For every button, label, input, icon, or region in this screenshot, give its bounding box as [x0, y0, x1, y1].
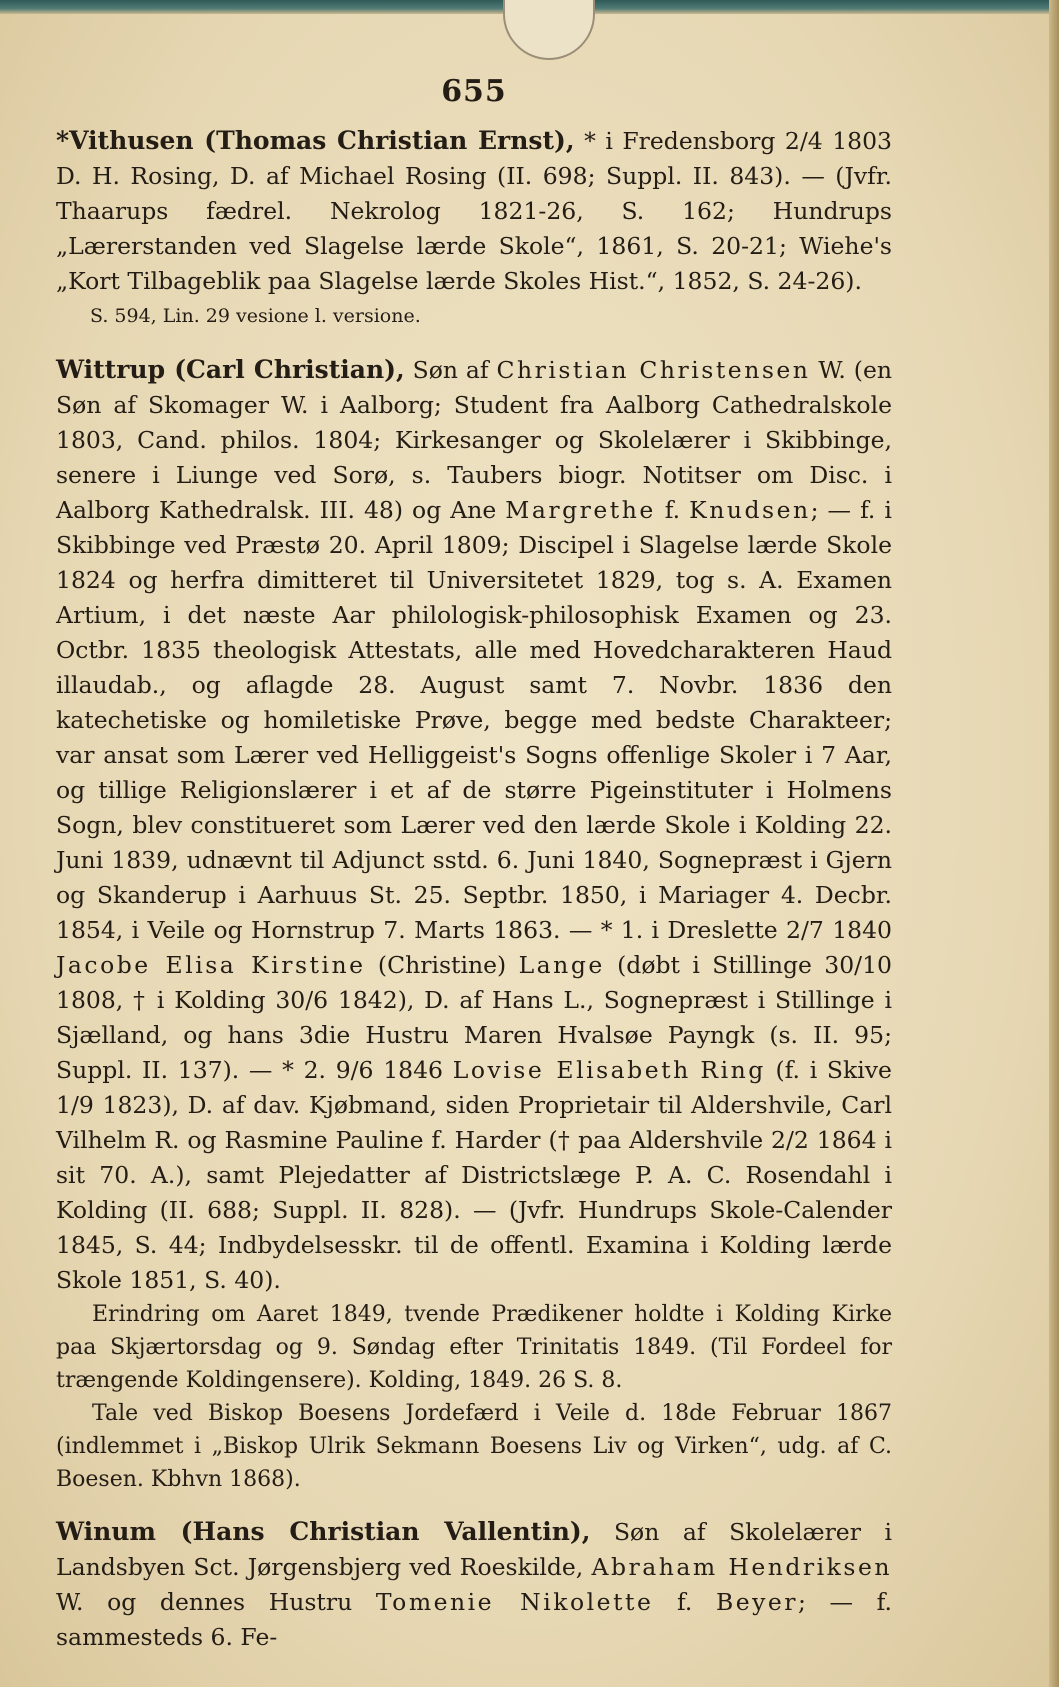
bibliography-item: Erindring om Aaret 1849, tvende Prædikener holdte i Kolding Kirke paa Skjærtorsdag og 9. Søndag efter Trinitatis 1849. (Til Fordeel for trængende Koldingensere). Kolding, 1849. 26 S. 8. [56, 1302, 892, 1393]
page-content [56, 70, 892, 1673]
entry-headword: Winum (Hans Christian Vallentin), [56, 1517, 591, 1546]
entry-vithusen [56, 123, 892, 334]
erratum-note: S. 594, Lin. 29 vesione l. versione. [90, 305, 421, 327]
entry-text: f. [676, 1588, 693, 1616]
entry-text: ; — f. i Skibbinge ved Præstø 20. April 1809; Discipel i Slagelse lærde Skole 1824 og herfra dimitteret til Universitetet 1829, tog s. A. Examen Artium, i det næste Aar philologisk-philosophisk Examen og 23. Octbr. 1835 theologisk Attestats, alle med Hovedcharakteren Haud illaudab., og aflagde 28. August samt 7. Novbr. 1836 den katechetiske og homiletiske Prøve, begge med bedste Charakteer; var ansat som Lærer ved Helliggeist's Sogns offenlige Skoler i 7 Aar, og tillige Religionslærer i et af de større Pigeinstituter i Holmens Sogn, blev constitueret som Lærer ved den lærde Skole i Kolding 22. Juni 1839, udnævnt til Adjunct sstd. 6. Juni 1840, Sognepræst i Gjern og Skanderup i Aarhuus St. 25. Septbr. 1850, i Mariager 4. Decbr. 1854, i Veile og Hornstrup 7. Marts 1863. — * 1. i Dreslette 2/7 1840 [56, 496, 892, 944]
father-name: Abraham Hendriksen [591, 1553, 892, 1581]
first-wife-name: Jacobe Elisa Kirstine [56, 951, 366, 979]
entry-text: (f. i Skive 1/9 1823), D. af dav. Kjøbmand, siden Proprietair til Aldershvile, Carl Vilhelm R. og Rasmine Pauline f. Harder († paa Aldershvile 2/2 1864 i sit 70. A.), samt Plejedatter af Districtslæge P. A. C. Rosendahl i Kolding (II. 688; Suppl. II. 828). — (Jvfr. Hundrups Skole-Calender 1845, S. 44; Indbydelsesskr. til de offentl. Examina i Kolding lærde Skole 1851, S. 40). [56, 1056, 892, 1294]
entry-wittrup [56, 352, 892, 1496]
mother-name: Tomenie Nikolette [375, 1588, 654, 1616]
entry-paragraph [56, 123, 892, 299]
entry-headword: Wittrup (Carl Christian), [56, 355, 405, 384]
page-number: 655 [441, 74, 507, 109]
entry-text: (døbt i Stillinge 30/10 1808, † i Kolding 30/6 1842), D. af Hans L., Sognepræst i Stillinge i Sjælland, og hans 3die Hustru Maren Hvalsøe Payngk (s. II. 95; Suppl. II. 137). — * 2. 9/6 1846 [56, 951, 892, 1084]
first-wife-surname: Lange [518, 951, 605, 979]
entry-paragraph [56, 1514, 892, 1655]
entry-winum [56, 1514, 892, 1655]
entry-paragraph [56, 352, 892, 1298]
entry-text: ; — f. sammesteds 6. Fe- [56, 1588, 892, 1651]
mother-surname: Knudsen [689, 496, 811, 524]
page-edge [1049, 0, 1059, 1687]
entry-headword: *Vithusen (Thomas Christian Ernst), [56, 126, 575, 155]
entry-text: Søn af Skolelærer i Landsbyen Sct. Jørgensbjerg ved Roeskilde, [56, 1518, 892, 1581]
entry-text: f. [664, 496, 681, 524]
mother-surname: Beyer [715, 1588, 799, 1616]
entry-text: W. og dennes Hustru [56, 1588, 353, 1616]
second-wife-name: Lovise Elisabeth [452, 1056, 691, 1084]
entry-text: W. (en Søn af Skomager W. i Aalborg; Student fra Aalborg Cathedralskole 1803, Cand. philos. 1804; Kirkesanger og Skolelærer i Skibbinge, senere i Liunge ved Sorø, s. Taubers biogr. Notitser om Disc. i Aalborg Kathedralsk. III. 48) og Ane [56, 356, 892, 524]
entry-text: (Christine) [377, 951, 507, 979]
mother-name: Margrethe [505, 496, 656, 524]
second-wife-surname: Ring [700, 1056, 766, 1084]
bibliography-item: Tale ved Biskop Boesens Jordefærd i Veile d. 18de Februar 1867 (indlemmet i „Biskop Ulrik Sekmann Boesens Liv og Virken“, udg. af C. Boesen. Kbhvn 1868). [56, 1401, 892, 1492]
entry-body: * i Fredensborg 2/4 1803 D. H. Rosing, D. af Michael Rosing (II. 698; Suppl. II. 843). — (Jvfr. Thaarups fædrel. Nekrolog 1821-26, S. 162; Hundrups „Lærerstanden ved Slagelse lærde Skole“, 1861, S. 20-21; Wiehe's „Kort Tilbageblik paa Slagelse lærde Skoles Hist.“, 1852, S. 24-26). [56, 127, 892, 295]
father-name: Christian Christensen [496, 356, 811, 384]
entry-text: Søn af [412, 356, 489, 384]
